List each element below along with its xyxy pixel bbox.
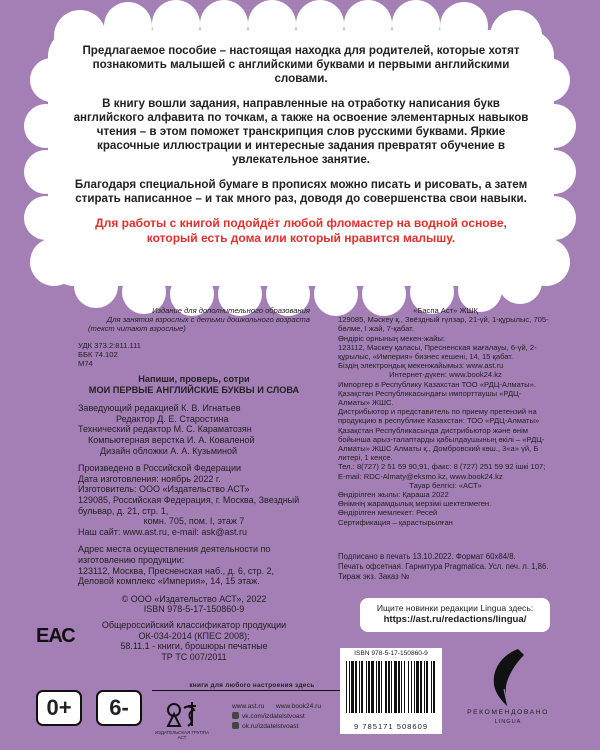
ast-link-4[interactable]: ok.ru/izdatelstvoast (242, 723, 299, 730)
kz-line-16: Сертификация – қарастырылған (338, 517, 453, 527)
ast-link-2[interactable]: www.book24.ru (275, 703, 322, 710)
book-title-line2: МОИ ПЕРВЫЕ АНГЛИЙСКИЕ БУКВЫ И СЛОВА (88, 385, 300, 396)
quill-icon (458, 645, 558, 709)
kz-line-13: Өндірілген жылы: Қараша 2022 (338, 490, 449, 500)
imprint-left (78, 306, 310, 662)
staff-4: Компьютерная верстка И. А. Коваленой (88, 435, 255, 445)
ast-tagline: книги для любого настроения здесь (189, 682, 315, 689)
edition-note: Издание для дополнительного образования (152, 306, 310, 315)
lingua-url[interactable]: https://ast.ru/redactions/lingua/ (383, 614, 527, 625)
kz-line-14: Өнімнің жарамдылық мерзімі шектелмеген. (338, 499, 492, 509)
book-title-line1: Напиши, проверь, сотри (138, 374, 250, 385)
ok-icon (232, 722, 239, 729)
recommended-sub: LINGUA (494, 719, 522, 725)
kz-line-15: Өндірілген мемлекет: Ресей (338, 508, 438, 518)
eac-mark: ЕАС (36, 625, 75, 647)
code: М74 (78, 359, 93, 369)
cloud-paragraph-3: Благодаря специальной бумаге в прописях можно писать и рисовать, а затем стирать написанное – и так много раз, доводя до совершенства свои навыки. (74, 177, 528, 205)
lingua-prompt: Ищите новинки редакции Lingua здесь: (376, 603, 534, 613)
cloud-paragraph-1: Предлагаемое пособие – настоящая находка для родителей, которые хотят познакомить малышей с английскими буквами и первыми английскими словами. (82, 44, 520, 86)
kz-line-12: Тауар белгісі: «АСТ» (409, 480, 482, 490)
print-info-2: Печать офсетная. Гарнитура Pragmatica. Усл. печ. л. 1,86. (338, 561, 549, 571)
lingua-box (360, 598, 550, 632)
staff-2: Редактор Д. Е. Старостина (116, 413, 229, 424)
ast-logo-caption: ИЗДАТЕЛЬСКАЯ ГРУППА АСТ (154, 730, 210, 740)
address-note-2: 123112, Москва, Пресненская наб., д. 6, стр. 2, Деловой комплекс «Империя», 14, 15 этаж. (78, 565, 275, 587)
copyright-1: © ООО «Издательство АСТ», 2022 (121, 593, 267, 604)
barcode-isbn: ISBN 978-5-17-150860-9 (354, 650, 428, 657)
bbk: ББК 74.102 (78, 349, 118, 359)
staff-1: Заведующий редакцией К. В. Игнатьев (78, 403, 241, 414)
production-4: 129085, Российская Федерация, г. Москва, Звездный бульвар, д. 21, стр. 1, (78, 494, 300, 516)
ast-link-3[interactable]: vk.com/izdatelstvoast (242, 713, 305, 720)
ast-links (232, 702, 321, 732)
age-rating-6: 6- (96, 690, 142, 726)
cloud-text (72, 44, 530, 255)
kz-line-7: Импортер в Республику Казахстан ТОО «РДЦ-Алматы». (338, 379, 536, 389)
production-5: комн. 705, пом. I, этаж 7 (143, 516, 245, 527)
kz-line-2: 129085, Мәскеу қ., Звёздный гүлзар, 21-үй, 1-құрылыс, 705-бөлме, I жай, 7-қабат. (338, 315, 549, 334)
production-2: Дата изготовления: ноябрь 2022 г. (78, 473, 221, 484)
cloud-paragraph-2: В книгу вошли задания, направленные на отработку написания букв английского алфавита по точкам, а также на освоение элементарных навыков чтения – в этом поможет транскрипция слов русскими буквами. Яркие красочные иллюстрации и интересные задания превратят обучение в увлекательное занятие. (73, 96, 529, 167)
classifier-2: ОК-034-2014 (КПЕС 2008); (138, 630, 250, 641)
kz-line-10: Қазақстан Республикасында дистрибьютор және өнім бойынша арыз-талаптарды қабылдаушының өкілі – «РДЦ-Алматы» ЖШС Алматы қ., Домбровский көш., 3«а» үй, Б литері, 1 кеңсе. (338, 425, 545, 463)
barcode-digits: 9 785171 508609 (353, 722, 429, 731)
isbn: ISBN 978-5-17-150860-9 (143, 604, 245, 615)
ast-strip (152, 682, 352, 740)
recommended-badge (458, 645, 558, 727)
udk: УДК 373.2:811.111 (78, 340, 142, 350)
address-note-1: Адрес места осуществления деятельности по изготовлению продукции: (78, 544, 271, 565)
kz-line-1: «Баспа Аст» ЖШҚ (413, 306, 478, 315)
imprint-right (338, 306, 553, 527)
production-3: Изготовитель: ООО «Издательство АСТ» (78, 484, 250, 495)
barcode-bars (340, 657, 442, 717)
kz-line-8: Қазақстан Республикасындағы импорттаушы «РДЦ-Алматы» ЖШС. (338, 388, 522, 408)
production-6: Наш сайт: www.ast.ru, e-mail: ask@ast.ru (78, 526, 248, 537)
classifier-1: Общероссийский классификатор продукции (101, 619, 287, 630)
classifier-3: 58.11.1 - книги, брошюры печатные (120, 641, 268, 652)
vk-icon (232, 712, 239, 719)
classifier-4: ТР ТС 007/2011 (161, 651, 227, 662)
age-rating-0: 0+ (36, 690, 82, 726)
print-info-3: Тираж экз. Заказ № (338, 571, 410, 581)
kz-line-11: Тел.: 8(727) 2 51 59 90,91, факс: 8 (727) 251 59 92 ішкі 107; E-mail: RDC-Almaty@eksmo.kz, www.book24.kz (338, 462, 546, 481)
production-1: Произведено в Российской Федерации (78, 463, 242, 474)
ast-link-1[interactable]: www.ast.ru (232, 703, 265, 710)
kz-line-3: Өндіріс орнының мекен-жайы: (338, 333, 445, 343)
kz-line-6: Интернет-дүкен: www.book24.kz (389, 370, 502, 380)
staff-5: Дизайн обложки А. А. Кузьминой (100, 445, 238, 456)
text-note: (текст читают взрослые) (88, 324, 186, 334)
kz-line-4: 123112, Мәскеу қаласы, Пресненская жағалауы, 6-үй, 2-құрылыс, «Империя» бизнес кешені, 14, 15 қабат. (338, 342, 537, 362)
kz-line-9: Дистрибьютор и представитель по приему претензий на продукцию в республике Казахстан: ТОО «РДЦ-Алматы» (338, 407, 540, 426)
barcode (340, 648, 442, 734)
print-info-1: Подписано в печать 13.10.2022. Формат 60х84/8. (338, 552, 516, 561)
recommended-title: РЕКОМЕНДОВАНО (467, 709, 549, 716)
cloud-highlight: Для работы с книгой подойдёт любой фломастер на водной основе, который есть дома или который нравится малышу. (95, 216, 507, 245)
audience-note: Для занятия взрослых с детьми дошкольного возраста (106, 315, 310, 325)
staff-3: Технический редактор М. С. Караматозян (78, 424, 252, 435)
print-info (338, 552, 553, 581)
kz-line-5: Біздің электрондық мекенжайымыз: www.ast.ru (338, 361, 504, 371)
